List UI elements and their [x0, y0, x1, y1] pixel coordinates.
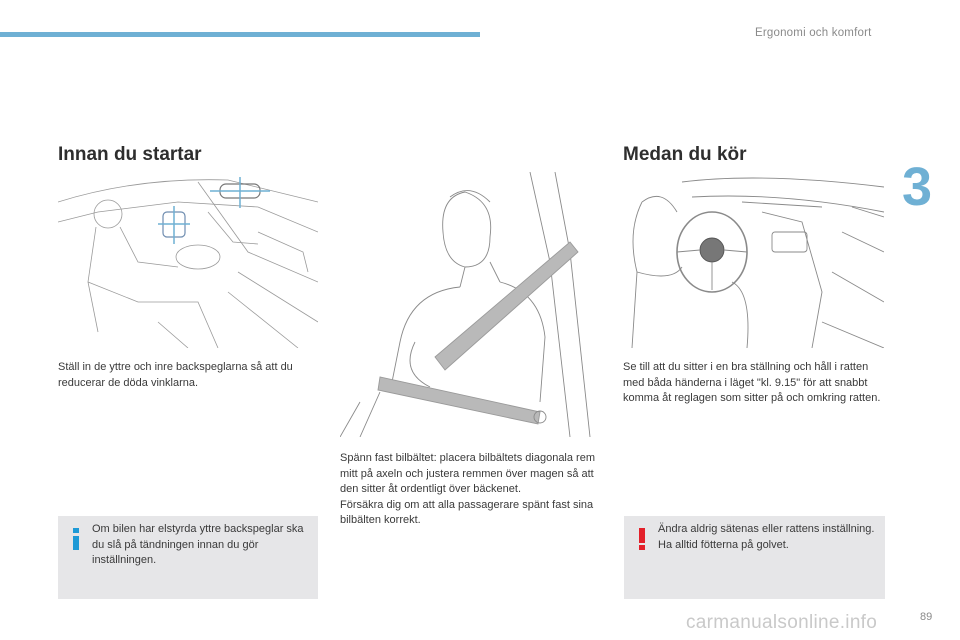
- steering-wheel-illustration: [622, 172, 884, 348]
- seatbelt-illustration: [340, 172, 600, 437]
- chapter-title: Ergonomi och komfort: [755, 27, 872, 39]
- mirror-adjustment-illustration: [58, 172, 318, 348]
- watermark: carmanualsonline.info: [686, 612, 878, 633]
- mirror-adjustment-text: Ställ in de yttre och inre backspeglarna så att du reducerar de döda vinklarna.: [58, 361, 293, 389]
- seatbelt-text-line2: Försäkra dig om att alla passagerare spänt fast sina bilbälten korrekt.: [340, 498, 594, 526]
- warning-icon: [632, 527, 652, 551]
- warning-note-line2: Ha alltid fötterna på golvet.: [658, 538, 789, 551]
- page-number: 89: [920, 611, 933, 623]
- header-accent-bar: [0, 32, 480, 37]
- driving-position-text: Se till att du sitter i en bra ställning och håll i ratten med båda händerna i läget "kl. 9.15" för att snabbt komma åt reglagen som sitter på och omkring ratten.: [623, 361, 881, 404]
- section-heading-before-start: Innan du startar: [58, 144, 202, 165]
- info-icon: [66, 527, 86, 551]
- chapter-number: 3: [902, 157, 933, 217]
- warning-note: [624, 516, 885, 599]
- warning-note-text: [658, 522, 880, 553]
- warning-note-line1: Ändra aldrig sätenas eller rattens inställning.: [658, 523, 875, 535]
- info-note: [58, 516, 318, 599]
- seatbelt-text: [340, 451, 602, 529]
- seatbelt-text-line1: Spänn fast bilbältet: placera bilbältets diagonala rem mitt på axeln och justera remmen över magen så att den sitter åt ordentligt över bäckenet.: [340, 452, 595, 495]
- info-note-text: Om bilen har elstyrda yttre backspeglar ska du slå på tändningen innan du gör inställningen.: [92, 523, 304, 566]
- section-heading-while-driving: Medan du kör: [623, 144, 747, 165]
